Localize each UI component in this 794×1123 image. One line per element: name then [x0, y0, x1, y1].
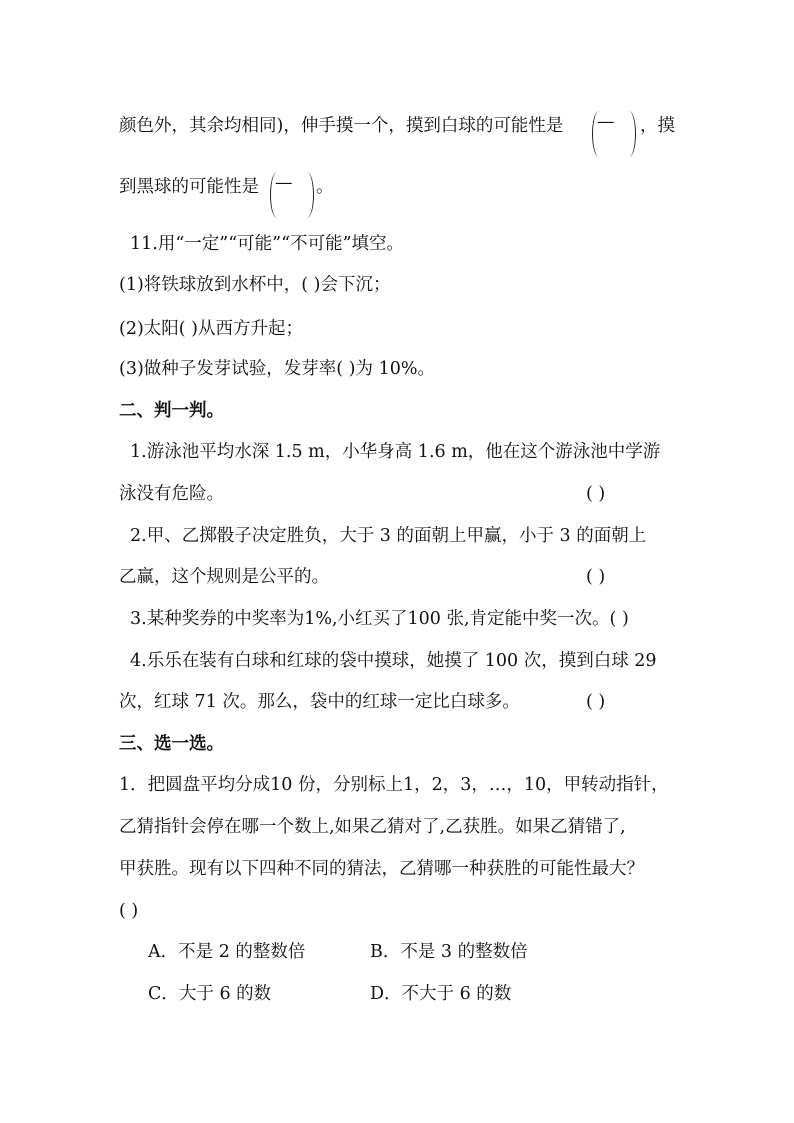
q11-item-3: (3)做种子发芽试验，发芽率( )为 10%。	[119, 359, 435, 379]
fraction-bar: —	[597, 112, 615, 132]
q10-line1-tail-text: ，摸	[640, 116, 675, 136]
choose-q1-line3: 甲获胜。现有以下四种不同的猜法，乙猜哪一种获胜的可能性最大？	[119, 859, 644, 879]
judge-q4-answer-blank: ( )	[586, 692, 606, 712]
judge-q4-line1: 4.乐乐在装有白球和红球的袋中摸球，她摸了 100 次，摸到白球 29	[130, 651, 657, 671]
judge-q3-line1: 3.某种奖券的中奖率为1%,小红买了100 张,肯定能中奖一次。( )	[130, 609, 629, 629]
choose-q1-answer-blank: ( )	[119, 901, 139, 921]
q11-item-2: (2)太阳( )从西方升起；	[119, 319, 304, 339]
choice-d: D．不大于 6 的数	[370, 984, 512, 1004]
fraction-blank-black	[270, 172, 314, 218]
choose-q1-line2: 乙猜指针会停在哪一个数上,如果乙猜对了,乙获胜。如果乙猜错了,	[119, 817, 626, 837]
judge-q1-answer-blank: ( )	[586, 484, 606, 504]
choice-c: C．大于 6 的数	[148, 984, 272, 1004]
judge-q2-line2: 乙赢，这个规则是公平的。	[119, 567, 329, 587]
q11-prompt: 11.用“一定”“可能”“不可能”填空。	[130, 234, 405, 254]
choice-a: A．不是 2 的整数倍	[148, 942, 306, 962]
q11-item-1: (1)将铁球放到水杯中，( )会下沉；	[119, 275, 391, 295]
choose-q1-line1: 1．把圆盘平均分成10 份，分别标上1，2，3，…，10，甲转动指针，	[119, 775, 669, 795]
fraction-bar: —	[275, 173, 293, 193]
q10-line2-tail	[316, 176, 334, 198]
fraction-blank-white	[592, 111, 636, 157]
judge-q1-line2: 泳没有危险。	[119, 484, 224, 504]
q10-line1	[119, 115, 563, 137]
judge-q1-line1: 1.游泳池平均水深 1.5 m，小华身高 1.6 m，他在这个游泳池中学游	[130, 442, 661, 462]
q10-line2-tail-text: 。	[316, 177, 334, 197]
judge-q2-line1: 2.甲、乙掷骰子决定胜负，大于 3 的面朝上甲赢，小于 3 的面朝上	[130, 526, 647, 546]
q10-line1-text: 颜色外，其余均相同)，伸手摸一个，摸到白球的可能性是	[119, 116, 564, 136]
q10-line1-tail	[640, 115, 675, 137]
q10-line2-text: 到黑球的可能性是	[119, 177, 259, 197]
judge-q4-line2: 次，红球 71 次。那么，袋中的红球一定比白球多。	[119, 692, 520, 712]
section-title-judge: 二、判一判。	[119, 401, 224, 421]
q10-line2	[119, 176, 259, 198]
choice-b: B．不是 3 的整数倍	[370, 942, 528, 962]
judge-q2-answer-blank: ( )	[586, 567, 606, 587]
section-title-choose: 三、选一选。	[119, 734, 224, 754]
